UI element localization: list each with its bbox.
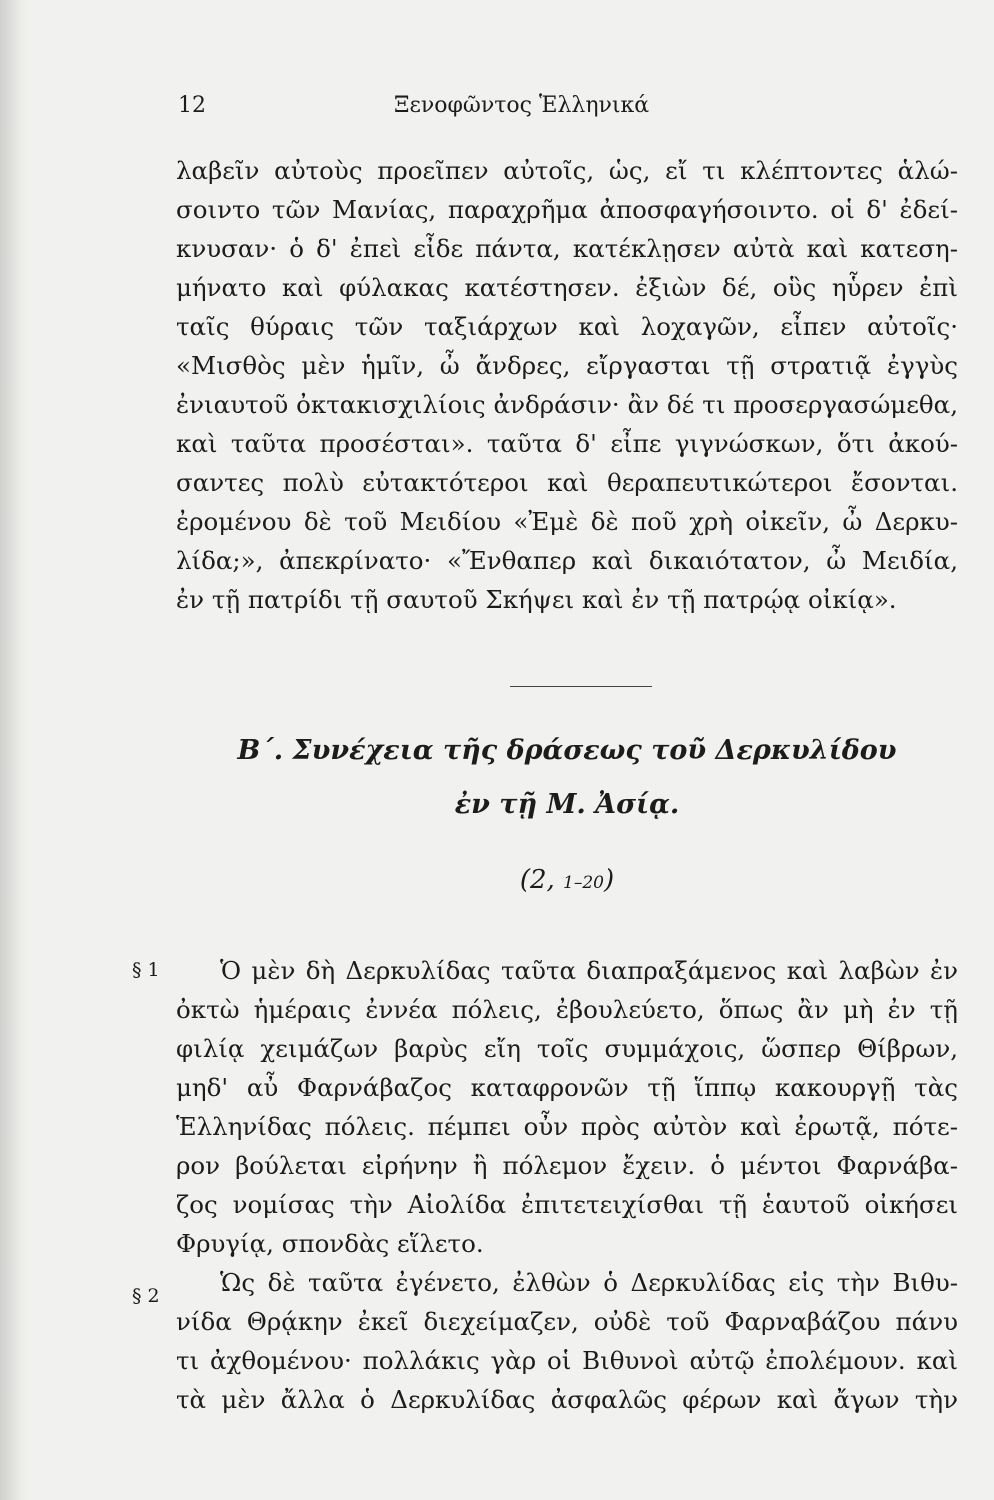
section-heading: Β΄. Συνέχεια τῆς δράσεως τοῦ Δερκυλίδου	[237, 735, 897, 766]
paragraph-marker: § 2	[132, 1285, 160, 1307]
section-paragraph-1	[176, 951, 958, 1419]
text-line: ζος νομίσας τὴν Αἰολίδα ἐπιτετειχίσθαι τῇ ἑαυτοῦ οἰκήσει	[176, 1190, 958, 1219]
text-line: ὀκτὼ ἡμέραις ἐννέα πόλεις, ἐβουλεύετο, ὅπως ἂν μὴ ἐν τῇ	[176, 995, 958, 1024]
text-line: σοιντο τῶν Μανίας, παραχρῆμα ἀποσφαγήσοιντο. οἱ δ' ἐδεί-	[176, 195, 958, 224]
page-edge-shadow	[0, 0, 30, 1500]
text-line: λαβεῖν αὐτοὺς προεῖπεν αὐτοῖς, ὡς, εἴ τι κλέπτοντες ἁλώ-	[176, 156, 958, 185]
text-line: τὰ μὲν ἄλλα ὁ Δερκυλίδας ἀσφαλῶς φέρων καὶ ἄγων τὴν	[176, 1385, 958, 1414]
text-line: ἐρομένου δὲ τοῦ Μειδίου «Ἐμὲ δὲ ποῦ χρὴ οἰκεῖν, ὦ Δερκυ-	[176, 507, 958, 536]
paragraph-continued	[176, 151, 958, 619]
text-line: «Μισθὸς μὲν ἡμῖν, ὦ ἄνδρες, εἴργασται τῇ στρατιᾷ ἐγγὺς	[176, 351, 958, 380]
text-line: Ἑλληνίδας πόλεις. πέμπει οὖν πρὸς αὐτὸν καὶ ἐρωτᾷ, πότε-	[176, 1112, 958, 1141]
text-line: μηδ' αὖ Φαρνάβαζος καταφρονῶν τῇ ἵππῳ κακουργῇ τὰς	[176, 1073, 958, 1102]
text-line: καὶ ταῦτα προσέσται». ταῦτα δ' εἶπε γιγνώσκων, ὅτι ἀκού-	[176, 429, 958, 458]
text-line: ταῖς θύραις τῶν ταξιάρχων καὶ λοχαγῶν, εἶπεν αὐτοῖς·	[176, 312, 958, 341]
text-line: Φρυγίᾳ, σπονδὰς εἵλετο.	[176, 1229, 484, 1258]
paragraph-marker: § 1	[132, 959, 160, 981]
chapter-range-span: 1–20	[563, 873, 604, 893]
text-line: φιλίᾳ χειμάζων βαρὺς εἴη τοῖς συμμάχοις, ὥσπερ Θίβρων,	[176, 1034, 958, 1063]
text-line: λίδα;», ἀπεκρίνατο· «Ἔνθαπερ καὶ δικαιότατον, ὦ Μειδία,	[176, 546, 958, 575]
text-line: κνυσαν· ὁ δ' ἐπεὶ εἶδε πάντα, κατέκλῃσεν αὐτὰ καὶ κατεση-	[176, 234, 958, 263]
text-line: μήνατο καὶ φύλακας κατέστησεν. ἐξιὼν δέ, οὓς ηὗρεν ἐπὶ	[176, 273, 958, 302]
chapter-range-close: )	[604, 865, 615, 895]
text-line: ρον βούλεται εἰρήνην ἢ πόλεμον ἔχειν. ὁ μέντοι Φαρνάβα-	[176, 1151, 958, 1180]
text-line: Ὡς δὲ ταῦτα ἐγένετο, ἐλθὼν ὁ Δερκυλίδας εἰς τὴν Βιθυ-	[220, 1268, 958, 1297]
section-divider	[510, 686, 652, 687]
text-line: Ὁ μὲν δὴ Δερκυλίδας ταῦτα διαπραξάμενος καὶ λαβὼν ἐν	[220, 956, 958, 985]
chapter-range	[176, 865, 958, 895]
page-number: 12	[178, 93, 206, 118]
text-line: ἐν τῇ πατρίδι τῇ σαυτοῦ Σκήψει καὶ ἐν τῇ πατρῴᾳ οἰκίᾳ».	[176, 585, 897, 614]
text-line: σαντες πολὺ εὐτακτότεροι καὶ θεραπευτικώτεροι ἔσονται.	[176, 468, 958, 497]
text-line: τι ἀχθομένου· πολλάκις γὰρ οἱ Βιθυνοὶ αὐτῷ ἐπολέμουν. καὶ	[176, 1346, 958, 1375]
section-subheading: ἐν τῇ Μ. Ἀσίᾳ.	[454, 789, 680, 820]
chapter-range-open: (2,	[519, 865, 564, 895]
running-title: Ξενοφῶντος Ἑλληνικά	[394, 93, 650, 118]
text-line: ἐνιαυτοῦ ὀκτακισχιλίοις ἀνδράσιν· ἂν δέ τι προσεργασώμεθα,	[176, 390, 958, 419]
text-line: νίδα Θρᾴκην ἐκεῖ διεχείμαζεν, οὐδὲ τοῦ Φαρναβάζου πάνυ	[176, 1307, 958, 1336]
